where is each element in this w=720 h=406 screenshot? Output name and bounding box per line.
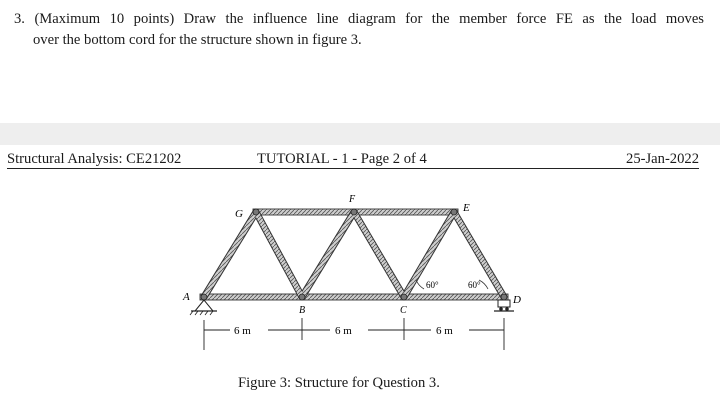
pin-support-a [190, 300, 217, 315]
truss-figure [178, 190, 528, 358]
angle-label-right: 60° [468, 280, 481, 290]
question-text [14, 9, 704, 51]
truss-diagram [178, 190, 528, 358]
node-label-b: B [299, 305, 306, 316]
bottom-chord [200, 294, 508, 300]
node-label-e: E [463, 202, 470, 214]
node-label-d: D [513, 294, 521, 306]
node-label-g: G [235, 208, 243, 220]
angle-label-left: 60° [426, 280, 439, 290]
figure-caption: Figure 3: Structure for Question 3. [238, 375, 440, 391]
question-body-1: (Maximum 10 points) Draw the influence line diagram for the member force FE as the load moves [34, 11, 704, 27]
course-title: Structural Analysis: CE21202 [7, 151, 182, 167]
dimension-label-2: 6 m [335, 325, 352, 337]
page-break-band [0, 123, 720, 145]
node-label-c: C [400, 305, 407, 316]
roller-support-d [494, 300, 514, 311]
dimension-label-1: 6 m [234, 325, 251, 337]
page-info: TUTORIAL - 1 - Page 2 of 4 [257, 151, 427, 167]
question-number: 3. [14, 11, 25, 27]
question-line-2: over the bottom cord for the structure shown in figure 3. [33, 32, 362, 48]
dimension-label-3: 6 m [436, 325, 453, 337]
question-line-1 [14, 9, 704, 30]
running-header [7, 150, 699, 169]
node-label-f: F [349, 194, 356, 205]
node-label-a: A [183, 291, 190, 303]
header-date: 25-Jan-2022 [626, 151, 699, 167]
